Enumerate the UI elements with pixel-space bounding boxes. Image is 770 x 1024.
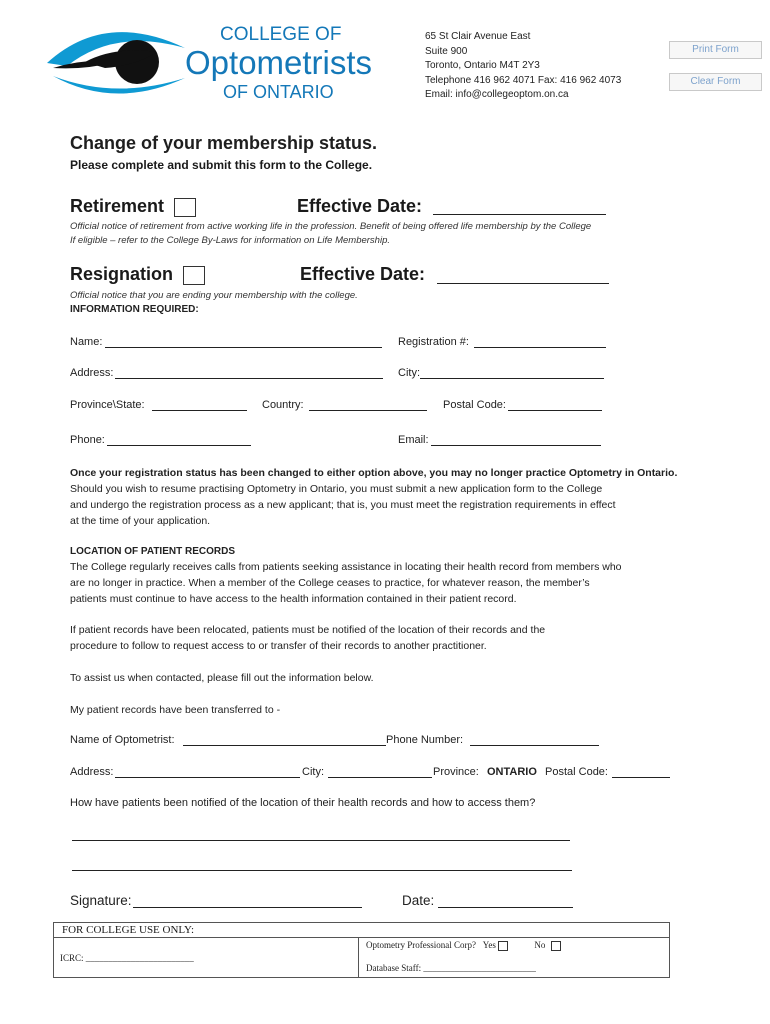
transfer-city-label: City: bbox=[302, 766, 324, 778]
resignation-note: Official notice that you are ending your membership with the college. bbox=[70, 290, 358, 301]
email-label: Email: bbox=[398, 434, 429, 446]
date-label: Date: bbox=[402, 893, 435, 908]
name-label: Name: bbox=[70, 336, 103, 348]
name-field[interactable] bbox=[105, 347, 382, 348]
how-notified-line-2[interactable] bbox=[72, 870, 572, 871]
province-label: Province\State: bbox=[70, 399, 145, 411]
address-field[interactable] bbox=[115, 378, 383, 379]
info-required-heading: INFORMATION REQUIRED: bbox=[70, 304, 199, 315]
transfer-province-label: Province: bbox=[433, 766, 479, 778]
retirement-checkbox[interactable] bbox=[174, 198, 196, 217]
retirement-date-field[interactable] bbox=[433, 214, 606, 215]
address-label: Address: bbox=[70, 367, 114, 379]
status-paragraph: Should you wish to resume practising Optometry in Ontario, you must submit a new application form to the College and undergo the registration process as a new applicant; that is, you must meet the registration requirements in effect at the time of your application. bbox=[70, 483, 616, 527]
retirement-option bbox=[70, 196, 196, 217]
icrc-field[interactable]: ICRC: ________________________ bbox=[60, 953, 194, 963]
how-notified-line-1[interactable] bbox=[72, 840, 570, 841]
province-field[interactable] bbox=[152, 410, 247, 411]
page-title: Change of your membership status. bbox=[70, 133, 378, 153]
resignation-checkbox[interactable] bbox=[183, 266, 205, 285]
corp-yes-checkbox[interactable] bbox=[498, 941, 508, 951]
email-field[interactable] bbox=[431, 445, 601, 446]
resignation-label: Resignation bbox=[70, 264, 174, 284]
registration-label: Registration #: bbox=[398, 336, 469, 348]
signature-field[interactable] bbox=[133, 907, 362, 908]
postal-field[interactable] bbox=[508, 410, 602, 411]
transfer-postal-label: Postal Code: bbox=[545, 766, 608, 778]
retirement-label: Retirement bbox=[70, 196, 165, 216]
optometrist-name-label: Name of Optometrist: bbox=[70, 734, 175, 746]
transfer-address-label: Address: bbox=[70, 766, 114, 778]
resignation-date-label: Effective Date: bbox=[300, 264, 426, 284]
transfer-phone-field[interactable] bbox=[470, 745, 599, 746]
how-notified-question: How have patients been notified of the location of their health records and how to access them? bbox=[70, 797, 536, 809]
retirement-note: Official notice of retirement from active working life in the profession. Benefit of being offered life membership by the College If eligible – refer to the College By-Laws for information on Life Membership. bbox=[70, 221, 592, 246]
country-label: Country: bbox=[262, 399, 304, 411]
resignation-date-field[interactable] bbox=[437, 283, 609, 284]
eye-logo-icon bbox=[45, 18, 405, 108]
signature-label: Signature: bbox=[70, 893, 132, 908]
transfer-postal-field[interactable] bbox=[612, 777, 670, 778]
date-field[interactable] bbox=[438, 907, 573, 908]
postal-label: Postal Code: bbox=[443, 399, 506, 411]
records-paragraph-1: The College regularly receives calls from patients seeking assistance in locating their health record from members who are no longer in practice. When a member of the College ceases to practice, for whatever reason, the member’s patients must continue to have access to the health information contained in their patient record. bbox=[70, 561, 622, 605]
corp-no-checkbox[interactable] bbox=[551, 941, 561, 951]
records-heading: LOCATION OF PATIENT RECORDS bbox=[70, 546, 235, 557]
corp-question: Optometry Professional Corp? Yes No bbox=[366, 940, 561, 951]
optometrist-name-field[interactable] bbox=[183, 745, 386, 746]
college-logo bbox=[45, 18, 405, 108]
svg-text:Optometrists: Optometrists bbox=[185, 44, 373, 81]
country-field[interactable] bbox=[309, 410, 427, 411]
database-staff-field[interactable]: Database Staff: _________________________ bbox=[366, 963, 536, 973]
retirement-date-label: Effective Date: bbox=[297, 196, 423, 216]
phone-label: Phone: bbox=[70, 434, 105, 446]
clear-form-button[interactable]: Clear Form bbox=[669, 73, 762, 91]
city-field[interactable] bbox=[420, 378, 604, 379]
transferred-text: My patient records have been transferred to - bbox=[70, 704, 281, 716]
transfer-address-field[interactable] bbox=[115, 777, 300, 778]
records-paragraph-2: If patient records have been relocated, patients must be notified of the location of their records and the procedure to follow to request access to or transfer of their records to another practitioner. bbox=[70, 624, 546, 652]
college-address: 65 St Clair Avenue East Suite 900 Toronto, Ontario M4T 2Y3 Telephone 416 962 4071 Fax: 416 962 4073 Email: info@collegeoptom.on.ca bbox=[425, 31, 622, 100]
assist-text: To assist us when contacted, please fill out the information below. bbox=[70, 672, 374, 684]
phone-field[interactable] bbox=[107, 445, 251, 446]
transfer-province-value: ONTARIO bbox=[487, 766, 537, 778]
transfer-city-field[interactable] bbox=[328, 777, 432, 778]
page-subtitle: Please complete and submit this form to the College. bbox=[70, 158, 373, 172]
college-use-box bbox=[53, 922, 670, 978]
college-use-heading: FOR COLLEGE USE ONLY: bbox=[54, 923, 669, 938]
transfer-phone-label: Phone Number: bbox=[386, 734, 464, 746]
resignation-option bbox=[70, 264, 205, 285]
status-warning: Once your registration status has been changed to either option above, you may no longer practice Optometry in Ontario. bbox=[70, 467, 678, 479]
city-label: City: bbox=[398, 367, 420, 379]
svg-text:COLLEGE OF: COLLEGE OF bbox=[220, 24, 342, 45]
print-form-button[interactable]: Print Form bbox=[669, 41, 762, 59]
svg-text:OF ONTARIO: OF ONTARIO bbox=[223, 82, 334, 102]
registration-field[interactable] bbox=[474, 347, 606, 348]
